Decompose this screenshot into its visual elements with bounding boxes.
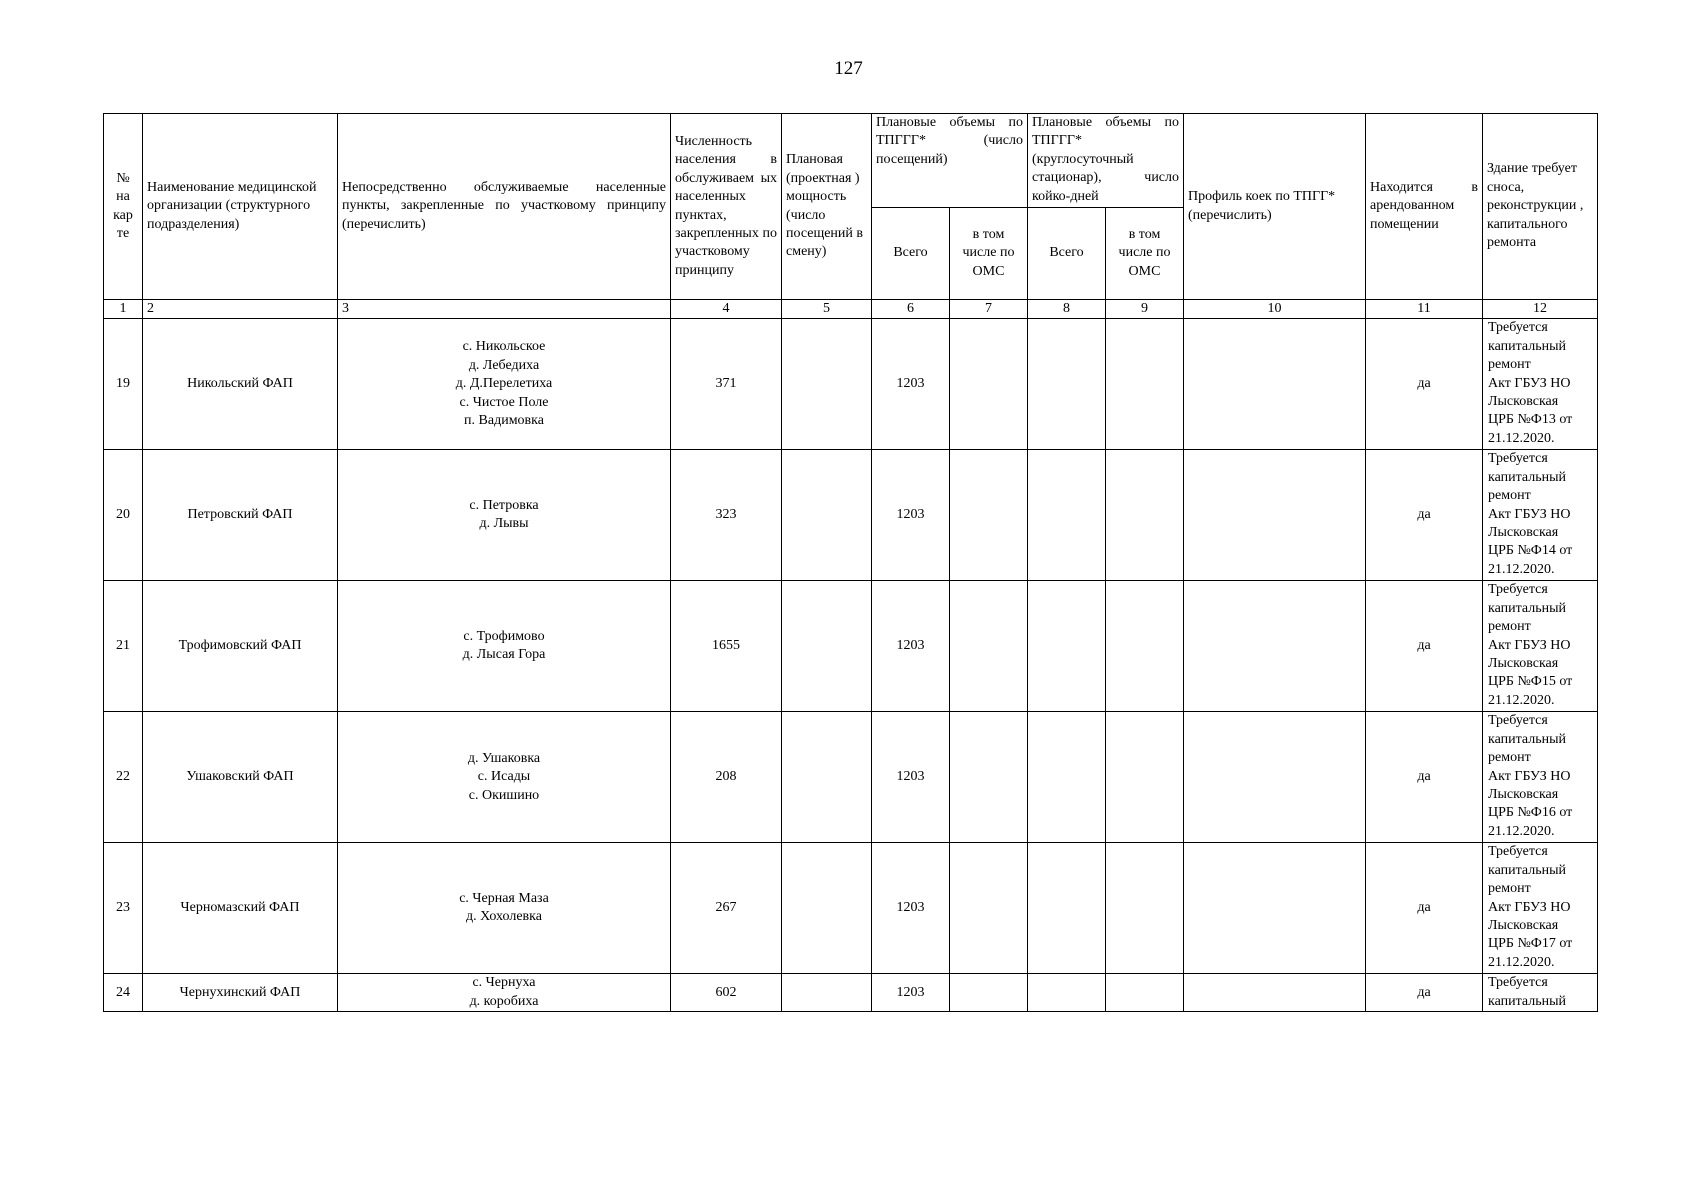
visits-total-cell: 1203 <box>872 843 950 974</box>
building-state-note <box>1483 843 1598 974</box>
page-number: 127 <box>834 58 863 79</box>
note-line: 21.12.2020. <box>1488 561 1555 577</box>
building-state-note <box>1483 319 1598 450</box>
capacity-cell <box>782 319 872 450</box>
visits-oms-cell <box>950 712 1028 843</box>
note-line: 21.12.2020. <box>1488 692 1555 708</box>
bed-days-total-cell <box>1028 581 1106 712</box>
place-name: д. Лебедиха <box>468 357 540 373</box>
served-places <box>338 974 671 1012</box>
visits-total-cell: 1203 <box>872 319 950 450</box>
rented-cell: да <box>1366 712 1483 843</box>
note-line: капитальный <box>1488 600 1567 616</box>
visits-oms-cell <box>950 843 1028 974</box>
column-index: 7 <box>950 300 1028 319</box>
column-index-row <box>104 300 1598 319</box>
organization-name: Ушаковский ФАП <box>143 712 338 843</box>
rented-cell: да <box>1366 974 1483 1012</box>
row-number: 21 <box>104 581 143 712</box>
note-line: ремонт <box>1488 357 1531 373</box>
place-name: д. Д.Перелетиха <box>455 376 553 392</box>
note-line: капитальный <box>1488 469 1567 485</box>
visits-oms-cell <box>950 450 1028 581</box>
bed-days-oms-cell <box>1106 450 1184 581</box>
place-name: с. Исады <box>477 769 531 785</box>
bed-profile-cell <box>1184 450 1366 581</box>
organization-name: Черномазский ФАП <box>143 843 338 974</box>
place-name: д. Лывы <box>479 516 529 532</box>
note-line: ЦРБ №Ф17 от <box>1488 936 1573 952</box>
bed-days-total-cell <box>1028 843 1106 974</box>
bed-days-oms-cell <box>1106 581 1184 712</box>
note-line: Акт ГБУЗ НО <box>1488 506 1571 522</box>
note-line: Требуется <box>1488 582 1548 598</box>
note-line: Акт ГБУЗ НО <box>1488 637 1571 653</box>
row-number: 19 <box>104 319 143 450</box>
population-cell: 323 <box>671 450 782 581</box>
served-places <box>338 581 671 712</box>
note-line: 21.12.2020. <box>1488 954 1555 970</box>
row-number: 23 <box>104 843 143 974</box>
note-line: Акт ГБУЗ НО <box>1488 375 1571 391</box>
population-cell: 267 <box>671 843 782 974</box>
note-line: капитальный <box>1488 731 1567 747</box>
served-places <box>338 712 671 843</box>
note-line: ЦРБ №Ф15 от <box>1488 674 1573 690</box>
note-line: Лысковская <box>1488 656 1559 672</box>
header-building-state: Здание требует сноса, реконструкции , капитального ремонта <box>1483 114 1598 300</box>
note-line: Требуется <box>1488 713 1548 729</box>
visits-oms-cell <box>950 581 1028 712</box>
column-index: 3 <box>338 300 671 319</box>
population-cell: 208 <box>671 712 782 843</box>
table-row <box>104 712 1598 843</box>
note-line: Требуется <box>1488 320 1548 336</box>
column-index: 5 <box>782 300 872 319</box>
place-name: д. Хохолевка <box>466 909 542 925</box>
capacity-cell <box>782 450 872 581</box>
served-places <box>338 450 671 581</box>
place-name: с. Чистое Поле <box>459 394 549 410</box>
note-line: Лысковская <box>1488 394 1559 410</box>
place-name: с. Никольское <box>462 339 546 355</box>
note-line: ремонт <box>1488 619 1531 635</box>
note-line: Требуется <box>1488 844 1548 860</box>
header-bed-days-total: Всего <box>1028 208 1106 300</box>
building-state-note <box>1483 712 1598 843</box>
visits-oms-cell <box>950 319 1028 450</box>
row-number: 24 <box>104 974 143 1012</box>
column-index: 11 <box>1366 300 1483 319</box>
note-line: 21.12.2020. <box>1488 823 1555 839</box>
note-line: ремонт <box>1488 750 1531 766</box>
place-name: с. Трофимово <box>463 629 545 644</box>
header-organization-name: Наименование медицинской организации (структурного подразделения) <box>143 114 338 300</box>
row-number: 22 <box>104 712 143 843</box>
capacity-cell <box>782 974 872 1012</box>
column-index: 2 <box>143 300 338 319</box>
note-line: ЦРБ №Ф14 от <box>1488 543 1573 559</box>
column-index: 4 <box>671 300 782 319</box>
note-line: капитальный <box>1488 993 1567 1009</box>
rented-cell: да <box>1366 843 1483 974</box>
row-number: 20 <box>104 450 143 581</box>
note-line: ЦРБ №Ф16 от <box>1488 805 1573 821</box>
bed-days-oms-cell <box>1106 974 1184 1012</box>
bed-days-total-cell <box>1028 450 1106 581</box>
visits-oms-cell <box>950 974 1028 1012</box>
organization-name: Трофимовский ФАП <box>143 581 338 712</box>
bed-profile-cell <box>1184 974 1366 1012</box>
bed-profile-cell <box>1184 843 1366 974</box>
bed-profile-cell <box>1184 319 1366 450</box>
visits-total-cell: 1203 <box>872 450 950 581</box>
header-planned-visits: Плановые объемы по ТПГГГ* (число посещений) <box>872 114 1028 208</box>
visits-total-cell: 1203 <box>872 712 950 843</box>
note-line: ремонт <box>1488 881 1531 897</box>
note-line: капитальный <box>1488 862 1567 878</box>
population-cell: 1655 <box>671 581 782 712</box>
rented-cell: да <box>1366 450 1483 581</box>
bed-days-total-cell <box>1028 974 1106 1012</box>
header-planned-bed-days: Плановые объемы по ТПГГГ* (круглосуточный стационар), число койко-дней <box>1028 114 1184 208</box>
place-name: с. Чернуха <box>472 975 536 991</box>
place-name: п. Вадимовка <box>464 413 544 429</box>
note-line: капитальный <box>1488 338 1567 354</box>
organization-name: Петровский ФАП <box>143 450 338 581</box>
bed-profile-cell <box>1184 581 1366 712</box>
column-index: 12 <box>1483 300 1598 319</box>
note-line: ремонт <box>1488 488 1531 504</box>
served-places <box>338 843 671 974</box>
column-index: 10 <box>1184 300 1366 319</box>
bed-days-oms-cell <box>1106 843 1184 974</box>
visits-total-cell: 1203 <box>872 581 950 712</box>
header-served-places: Непосредственно обслуживаемые населенные пункты, закрепленные по участковому принципу (перечислить) <box>338 114 671 300</box>
rented-cell: да <box>1366 581 1483 712</box>
header-population: Численность населения в обслуживаем ых населенных пунктах, закрепленных по участковому принципу <box>671 114 782 300</box>
header-visits-oms: в том числе по ОМС <box>950 208 1028 300</box>
place-name: д. Ушаковка <box>467 750 541 766</box>
organization-name: Никольский ФАП <box>143 319 338 450</box>
place-name: д. коробиха <box>469 993 539 1009</box>
column-index: 1 <box>104 300 143 319</box>
note-line: Лысковская <box>1488 525 1559 541</box>
place-name: с. Черная Маза <box>459 891 549 906</box>
rented-cell: да <box>1366 319 1483 450</box>
column-index: 9 <box>1106 300 1184 319</box>
population-cell: 602 <box>671 974 782 1012</box>
note-line: Акт ГБУЗ НО <box>1488 899 1571 915</box>
capacity-cell <box>782 843 872 974</box>
organization-name: Чернухинский ФАП <box>143 974 338 1012</box>
table-header <box>104 114 1598 319</box>
header-capacity: Плановая (проектная ) мощность (число посещений в смену) <box>782 114 872 300</box>
table-row <box>104 974 1598 1012</box>
header-rented-premises: Находится в арендованном помещении <box>1366 114 1483 300</box>
header-visits-total: Всего <box>872 208 950 300</box>
header-map-number: № на кар те <box>104 114 143 300</box>
building-state-note <box>1483 450 1598 581</box>
capacity-cell <box>782 581 872 712</box>
table-row <box>104 843 1598 974</box>
building-state-note <box>1483 581 1598 712</box>
bed-days-oms-cell <box>1106 712 1184 843</box>
note-line: Акт ГБУЗ НО <box>1488 768 1571 784</box>
table-row <box>104 450 1598 581</box>
note-line: Требуется <box>1488 451 1548 467</box>
place-name: с. Петровка <box>469 498 539 513</box>
table-row <box>104 581 1598 712</box>
note-line: Требуется <box>1488 975 1548 991</box>
table-row <box>104 319 1598 450</box>
bed-days-oms-cell <box>1106 319 1184 450</box>
note-line: 21.12.2020. <box>1488 430 1555 446</box>
note-line: Лысковская <box>1488 787 1559 803</box>
table-body <box>104 319 1598 1012</box>
column-index: 6 <box>872 300 950 319</box>
capacity-cell <box>782 712 872 843</box>
bed-days-total-cell <box>1028 319 1106 450</box>
place-name: д. Лысая Гора <box>462 647 546 663</box>
place-name: с. Окишино <box>468 787 540 803</box>
building-state-note <box>1483 974 1598 1012</box>
header-bed-days-oms: в том числе по ОМС <box>1106 208 1184 300</box>
visits-total-cell: 1203 <box>872 974 950 1012</box>
bed-profile-cell <box>1184 712 1366 843</box>
bed-days-total-cell <box>1028 712 1106 843</box>
note-line: ЦРБ №Ф13 от <box>1488 412 1573 428</box>
population-cell: 371 <box>671 319 782 450</box>
served-places <box>338 319 671 450</box>
note-line: Лысковская <box>1488 918 1559 934</box>
header-bed-profile: Профиль коек по ТПГГ* (перечислить) <box>1184 114 1366 300</box>
column-index: 8 <box>1028 300 1106 319</box>
facilities-table <box>103 113 1598 1012</box>
